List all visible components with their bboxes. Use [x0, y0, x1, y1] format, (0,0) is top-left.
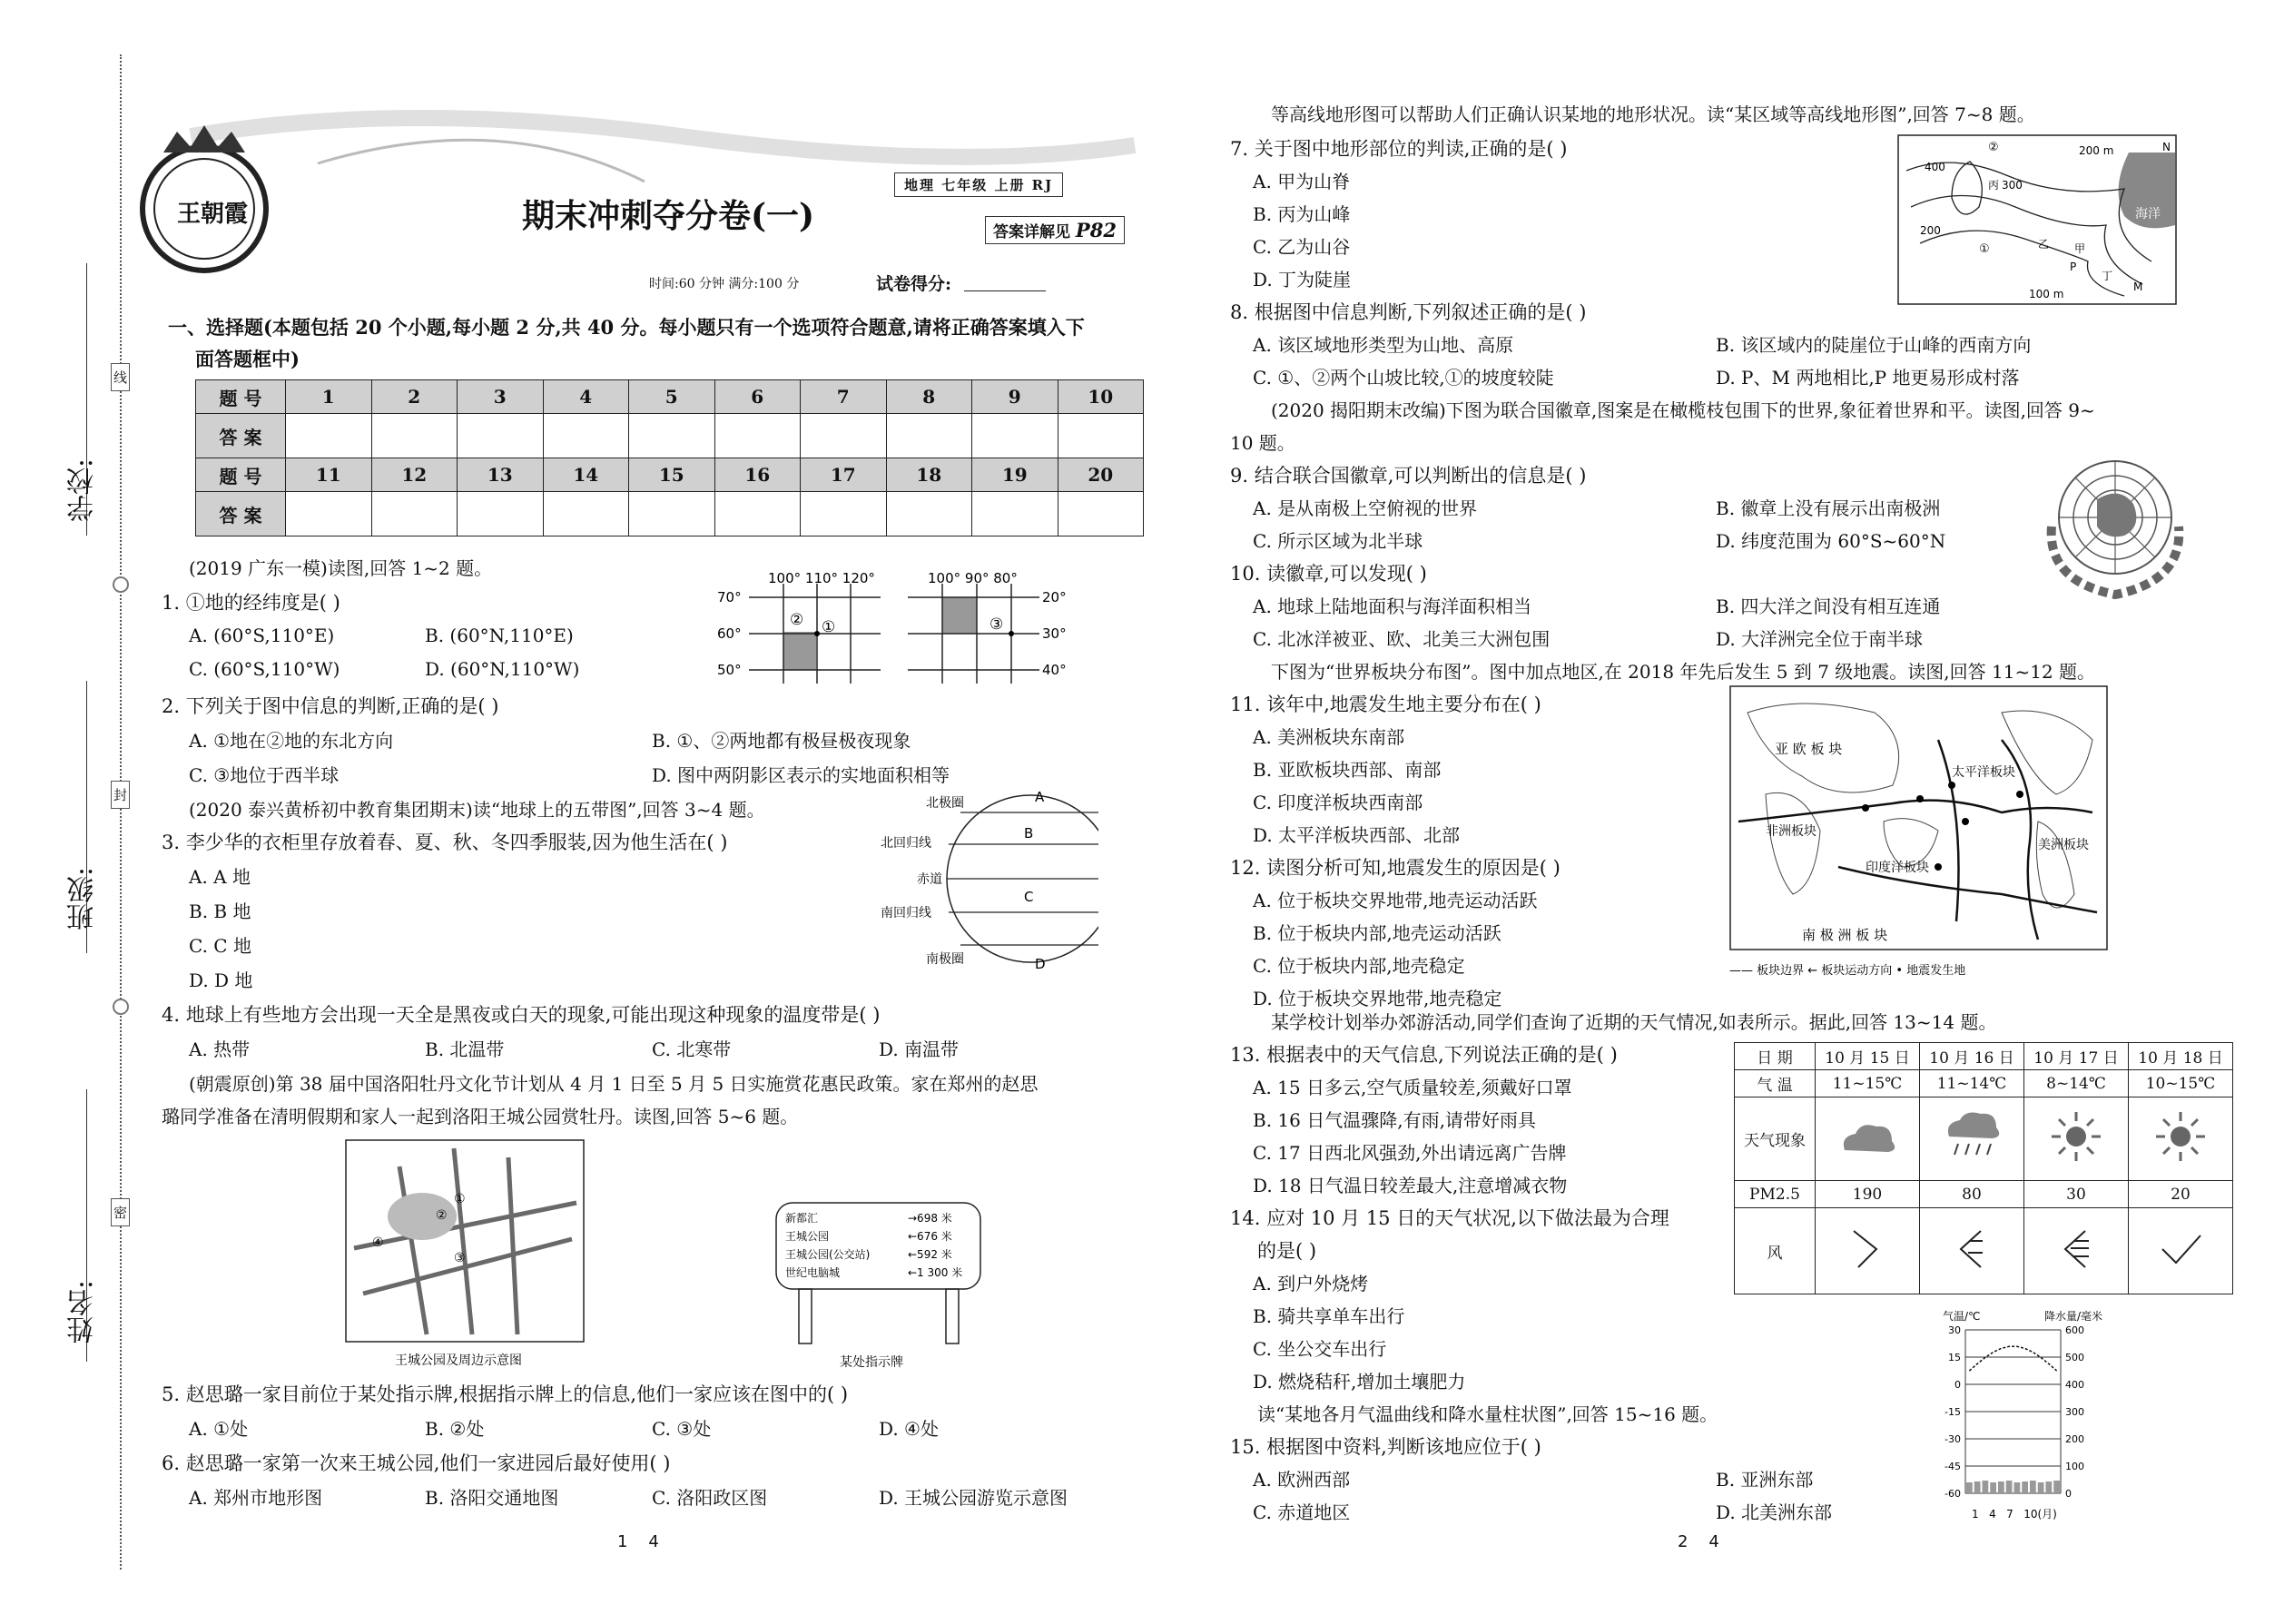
intro-9-10-cont: 10 题。 — [1230, 432, 1295, 454]
q2-option-c[interactable]: C. ③地位于西半球 — [189, 764, 340, 786]
answer-cell[interactable] — [886, 414, 972, 458]
q14-option-b[interactable]: B. 骑共享单车出行 — [1253, 1305, 1405, 1327]
temperature-line — [1969, 1346, 2056, 1371]
page-title: 期末冲刺夺分卷(一) — [522, 197, 815, 235]
answer-note-text: 答案详解见 — [993, 223, 1070, 241]
wx-date: 10 月 17 日 — [2024, 1043, 2129, 1070]
contour-map — [1897, 134, 2179, 307]
wind-symbol-icon — [2024, 1208, 2129, 1294]
q2-option-d[interactable]: D. 图中两阴影区表示的实地面积相等 — [652, 764, 950, 786]
wx-pm25: 190 — [1816, 1181, 1920, 1208]
intro-13-14: 某学校计划举办郊游活动,同学们查询了近期的天气情况,如表所示。据此,回答 13~14 题。 — [1271, 1011, 1997, 1033]
answer-cell[interactable] — [801, 492, 887, 536]
wx-date: 10 月 16 日 — [1920, 1043, 2024, 1070]
q5-option-c[interactable]: C. ③处 — [652, 1418, 712, 1440]
intro-5-6-cont: 璐同学准备在清明假期和家人一起到洛阳王城公园赏牡丹。读图,回答 5~6 题。 — [162, 1106, 799, 1127]
question-number: 11 — [286, 458, 372, 492]
q2-option-b[interactable]: B. ①、②两地都有极昼极夜现象 — [652, 730, 911, 752]
q15-option-b[interactable]: B. 亚洲东部 — [1716, 1469, 1814, 1491]
climate-tick-left: 0 — [1954, 1379, 1961, 1391]
contour-300: 300 — [2002, 179, 2023, 192]
label-no: 题 号 — [196, 380, 286, 414]
q4-option-a[interactable]: A. 热带 — [189, 1038, 251, 1060]
answer-cell[interactable] — [371, 414, 458, 458]
q15-option-d[interactable]: D. 北美洲东部 — [1716, 1501, 1833, 1523]
sign-dest-2: 王城公园 — [785, 1230, 830, 1243]
question-number: 20 — [1058, 458, 1144, 492]
grid2-lat-20: 20° — [1042, 589, 1067, 605]
precip-bar — [2006, 1481, 2013, 1493]
section-heading: 一、选择题(本题包括 20 个小题,每小题 2 分,共 40 分。每小题只有一个选项符合题意,请将正确答案填入下 — [168, 316, 1085, 339]
contour-400: 400 — [1925, 161, 1945, 173]
answer-cell[interactable] — [714, 414, 801, 458]
seal-mark-3: 密 — [111, 1198, 130, 1226]
wx-pm-label: PM2.5 — [1735, 1181, 1816, 1208]
q12-stem: 12. 读图分析可知,地震发生的原因是( ) — [1230, 857, 1561, 879]
label-south-polar-circle: 南极圈 — [926, 952, 964, 967]
climate-ylabel-left: 气温/℃ — [1943, 1310, 1981, 1323]
score-blank[interactable] — [964, 290, 1046, 291]
climate-tick-left: -30 — [1944, 1433, 1961, 1445]
seal-mark-1: 线 — [111, 363, 130, 391]
map-marker-1: ① — [454, 1192, 466, 1206]
question-number: 4 — [543, 380, 629, 414]
answer-cell[interactable] — [1058, 492, 1144, 536]
climate-tick-left: -45 — [1944, 1461, 1961, 1472]
q3-option-a[interactable]: A. A 地 — [189, 866, 251, 888]
grid1-lat-50: 50° — [717, 662, 742, 678]
climate-tick-right: 500 — [2065, 1352, 2084, 1363]
time-info: 时间:60 分钟 满分:100 分 — [649, 277, 800, 291]
grid1-marker-2: ② — [790, 611, 804, 629]
q14-option-c[interactable]: C. 坐公交车出行 — [1253, 1338, 1387, 1360]
grid1-lat-60: 60° — [717, 625, 742, 642]
q6-option-c[interactable]: C. 洛阳政区图 — [652, 1487, 768, 1509]
wind-symbol-icon — [1920, 1208, 2024, 1294]
sign-dist-3: ←592 米 — [908, 1248, 952, 1261]
grid1-top-labels: 100° 110° 120° — [768, 570, 875, 586]
q10-option-d[interactable]: D. 大洋洲完全位于南半球 — [1716, 628, 1924, 650]
sign-dist-2: ←676 米 — [908, 1230, 952, 1243]
label-north-polar-circle: 北极圈 — [926, 796, 964, 811]
grid2-lat-40: 40° — [1042, 662, 1067, 678]
q15-stem: 15. 根据图中资料,判断该地应位于( ) — [1230, 1436, 1541, 1458]
q6-option-a[interactable]: A. 郑州市地形图 — [189, 1487, 323, 1509]
grid-2 — [908, 570, 1067, 684]
answer-cell[interactable] — [972, 414, 1058, 458]
slope-2: ② — [1988, 141, 1999, 154]
answer-cell[interactable] — [458, 414, 544, 458]
climate-tick-right: 400 — [2065, 1379, 2084, 1391]
q10-option-b[interactable]: B. 四大洋之间没有相互连通 — [1716, 595, 1941, 617]
q10-option-c[interactable]: C. 北冰洋被亚、欧、北美三大洲包围 — [1253, 628, 1551, 650]
rain-icon — [1920, 1097, 2024, 1181]
precip-bar — [2014, 1482, 2021, 1493]
q7-option-a[interactable]: A. 甲为山脊 — [1253, 171, 1351, 192]
sign-dest-1: 新都汇 — [785, 1212, 819, 1225]
precip-bar — [1966, 1482, 1973, 1493]
label-ding: 丁 — [2102, 270, 2113, 282]
grid1-marker-1: ① — [822, 618, 836, 636]
question-number: 12 — [371, 458, 458, 492]
sign-dist-1: →698 米 — [908, 1212, 952, 1225]
label-sea: 海洋 — [2135, 207, 2161, 221]
precip-bar — [2030, 1481, 2036, 1493]
q4-stem: 4. 地球上有些地方会出现一天全是黑夜或白天的现象,可能出现这种现象的温度带是( ) — [162, 1004, 881, 1026]
point-m: M — [2133, 281, 2143, 293]
map-caption: 王城公园及周边示意图 — [395, 1353, 522, 1368]
answer-cell[interactable] — [886, 492, 972, 536]
score-label: 试卷得分: — [876, 274, 952, 294]
q12-option-b[interactable]: B. 位于板块内部,地壳运动活跃 — [1253, 922, 1501, 944]
plate-indian: 印度洋板块 — [1866, 861, 1929, 875]
label-tropic-capricorn: 南回归线 — [881, 906, 931, 920]
climate-tick-right: 300 — [2065, 1406, 2084, 1418]
q6-option-b[interactable]: B. 洛阳交通地图 — [425, 1487, 559, 1509]
q1-option-a[interactable]: A. (60°S,110°E) — [189, 625, 335, 646]
q14-stem: 14. 应对 10 月 15 日的天气状况,以下做法最为合理 — [1230, 1207, 1669, 1229]
wx-wind-label: 风 — [1735, 1208, 1816, 1294]
q4-option-b[interactable]: B. 北温带 — [425, 1038, 505, 1060]
q6-stem: 6. 赵思璐一家第一次来王城公园,他们一家进园后最好使用( ) — [162, 1452, 671, 1474]
q8-stem: 8. 根据图中信息判断,下列叙述正确的是( ) — [1230, 301, 1587, 323]
contour-100m: 100 m — [2029, 288, 2064, 300]
q13-option-a[interactable]: A. 15 日多云,空气质量较差,须戴好口罩 — [1253, 1077, 1572, 1098]
contour-200m: 200 m — [2079, 144, 2114, 157]
question-number: 2 — [371, 380, 458, 414]
wx-phenomenon-label: 天气现象 — [1735, 1097, 1816, 1181]
q11-option-a[interactable]: A. 美洲板块东南部 — [1253, 726, 1405, 748]
answer-cell[interactable] — [286, 414, 372, 458]
sunny-icon — [2024, 1097, 2129, 1181]
grid1-lat-70: 70° — [717, 589, 742, 605]
climate-tick-right: 200 — [2065, 1433, 2084, 1445]
plate-pacific: 太平洋板块 — [1952, 765, 2015, 780]
q1-option-b[interactable]: B. (60°N,110°E) — [425, 625, 574, 646]
q2-stem: 2. 下列关于图中信息的判断,正确的是( ) — [162, 695, 499, 717]
class-label: 班级: — [67, 867, 99, 931]
answer-cell[interactable] — [1058, 414, 1144, 458]
intro-3-4: (2020 泰兴黄桥初中教育集团期末)读“地球上的五带图”,回答 3~4 题。 — [189, 799, 765, 821]
label-yi: 乙 — [2038, 238, 2050, 251]
grid-1 — [717, 570, 881, 684]
answer-cell[interactable] — [371, 492, 458, 536]
q11-option-c[interactable]: C. 印度洋板块西南部 — [1253, 792, 1423, 813]
q5-option-b[interactable]: B. ②处 — [425, 1418, 485, 1440]
precip-bar — [1974, 1481, 1981, 1493]
q4-option-c[interactable]: C. 北寒带 — [652, 1038, 732, 1060]
climate-ylabel-right: 降水量/毫米 — [2044, 1310, 2103, 1323]
un-emblem — [2033, 445, 2197, 599]
wx-date-label: 日 期 — [1735, 1043, 1816, 1070]
question-number: 10 — [1058, 380, 1144, 414]
map-marker-3: ③ — [454, 1251, 466, 1265]
wind-symbol-icon — [1816, 1208, 1920, 1294]
seal-mark-2: 封 — [111, 781, 130, 809]
answer-cell[interactable] — [458, 492, 544, 536]
q9-option-c[interactable]: C. 所示区域为北半球 — [1253, 530, 1423, 552]
school-label: 学校: — [67, 458, 99, 523]
map-marker-4: ④ — [372, 1235, 384, 1250]
answer-cell[interactable] — [972, 492, 1058, 536]
precip-bar — [1998, 1481, 2004, 1493]
q8-option-a[interactable]: A. 该区域地形类型为山地、高原 — [1253, 334, 1514, 356]
q9-stem: 9. 结合联合国徽章,可以判断出的信息是( ) — [1230, 465, 1587, 487]
q7-option-d[interactable]: D. 丁为陡崖 — [1253, 269, 1352, 290]
question-number: 5 — [629, 380, 715, 414]
brand-logo: 王朝霞 — [177, 201, 249, 228]
binding-hole-icon — [113, 999, 129, 1015]
q12-option-a[interactable]: A. 位于板块交界地带,地壳运动活跃 — [1253, 890, 1538, 911]
name-label: 姓名: — [67, 1280, 99, 1344]
question-number: 18 — [886, 458, 972, 492]
wx-pm25: 30 — [2024, 1181, 2129, 1208]
label-equator: 赤道 — [917, 872, 942, 887]
page-number-right: 2 4 — [1678, 1532, 1719, 1551]
question-number: 9 — [972, 380, 1058, 414]
q4-option-d[interactable]: D. 南温带 — [879, 1038, 960, 1060]
contour-200: 200 — [1920, 224, 1941, 237]
grid2-top-labels: 100° 90° 80° — [928, 570, 1018, 586]
question-number: 15 — [629, 458, 715, 492]
question-number: 1 — [286, 380, 372, 414]
climate-chart — [1925, 1307, 2142, 1525]
question-number: 6 — [714, 380, 801, 414]
answer-cell[interactable] — [543, 492, 629, 536]
question-number: 19 — [972, 458, 1058, 492]
q15-option-c[interactable]: C. 赤道地区 — [1253, 1501, 1351, 1523]
grid2-lat-30: 30° — [1042, 625, 1067, 642]
direction-sign — [772, 1198, 989, 1375]
q12-option-c[interactable]: C. 位于板块内部,地壳稳定 — [1253, 955, 1465, 977]
intro-7-8: 等高线地形图可以帮助人们正确认识某地的地形状况。读“某区域等高线地形图”,回答 7~8 题。 — [1271, 103, 2035, 125]
label-no: 题 号 — [196, 458, 286, 492]
q9-option-a[interactable]: A. 是从南极上空俯视的世界 — [1253, 497, 1478, 519]
wind-symbol-icon — [2129, 1208, 2233, 1294]
q7-option-b[interactable]: B. 丙为山峰 — [1253, 203, 1351, 225]
intro-5-6: (朝震原创)第 38 届中国洛阳牡丹文化节计划从 4 月 1 日至 5 月 5 日实施赏花惠民政策。家在郑州的赵思 — [189, 1073, 1039, 1095]
five-zones-diagram — [881, 785, 1098, 971]
q9-option-b[interactable]: B. 徽章上没有展示出南极洲 — [1716, 497, 1941, 519]
q3-stem: 3. 李少华的衣柜里存放着春、夏、秋、冬四季服装,因为他生活在( ) — [162, 832, 728, 853]
q14-option-d[interactable]: D. 燃烧秸秆,增加土壤肥力 — [1253, 1371, 1466, 1393]
q5-option-a[interactable]: A. ①处 — [189, 1418, 249, 1440]
climate-tick-right: 0 — [2065, 1488, 2072, 1500]
wx-temp: 10~15℃ — [2129, 1070, 2233, 1097]
park-map — [345, 1139, 586, 1371]
sign-dist-4: ←1 300 米 — [908, 1266, 963, 1279]
intro-11-12: 下图为“世界板块分布图”。图中加点地区,在 2018 年先后发生 5 到 7 级地震。读图,回答 11~12 题。 — [1271, 661, 2096, 683]
slope-1: ① — [1979, 242, 1990, 256]
north-arrow: N — [2162, 141, 2171, 153]
q13-option-c[interactable]: C. 17 日西北风强劲,外出请远离广告牌 — [1253, 1142, 1567, 1164]
wx-temp: 8~14℃ — [2024, 1070, 2129, 1097]
climate-tick-right: 600 — [2065, 1324, 2084, 1336]
q14-option-a[interactable]: A. 到户外烧烤 — [1253, 1273, 1369, 1294]
q7-stem: 7. 关于图中地形部位的判读,正确的是( ) — [1230, 138, 1568, 160]
meta-line: 地理 七年级 上册 RJ — [894, 172, 1063, 197]
label-bing: 丙 — [1988, 179, 2000, 192]
question-number: 8 — [886, 380, 972, 414]
map-legend: —— 板块边界 ← 板块运动方向 • 地震发生地 — [1729, 964, 1966, 978]
cloudy-icon — [1816, 1097, 1920, 1181]
plate-america: 美洲板块 — [2038, 838, 2089, 852]
point-p: P — [2070, 261, 2077, 273]
q8-option-b[interactable]: B. 该区域内的陡崖位于山峰的西南方向 — [1716, 334, 2032, 356]
zone-a: A — [1035, 789, 1045, 805]
zone-d: D — [1035, 956, 1046, 971]
question-number: 14 — [543, 458, 629, 492]
sign-dest-3: 王城公园(公交站) — [785, 1248, 871, 1261]
intro-9-10: (2020 揭阳期末改编)下图为联合国徽章,图案是在橄榄枝包围下的世界,象征着世界和平。读图,回答 9~ — [1271, 399, 2095, 421]
q3-option-d[interactable]: D. D 地 — [189, 969, 253, 991]
grid2-marker-3: ③ — [989, 615, 1004, 634]
answer-note — [985, 216, 1125, 244]
binding-hole-icon — [113, 576, 129, 593]
intro-15-16: 读“某地各月气温曲线和降水量柱状图”,回答 15~16 题。 — [1257, 1403, 1718, 1425]
wx-temp: 11~14℃ — [1920, 1070, 2024, 1097]
answer-cell[interactable] — [543, 414, 629, 458]
q10-stem: 10. 读徽章,可以发现( ) — [1230, 563, 1427, 585]
climate-xticks: 1 4 7 10(月) — [1972, 1508, 2057, 1521]
latlong-grids — [717, 570, 1135, 697]
wx-temp: 11~15℃ — [1816, 1070, 1920, 1097]
precip-bar — [2053, 1481, 2060, 1493]
climate-tick-left: -60 — [1944, 1488, 1961, 1500]
q9-option-d[interactable]: D. 纬度范围为 60°S~60°N — [1716, 530, 1946, 552]
q13-option-d[interactable]: D. 18 日气温日较差最大,注意增减衣物 — [1253, 1175, 1568, 1196]
sign-dest-4: 世纪电脑城 — [785, 1266, 841, 1279]
q12-option-d[interactable]: D. 位于板块交界地带,地壳稳定 — [1253, 988, 1502, 1009]
precip-bar — [2022, 1481, 2028, 1493]
climate-tick-right: 100 — [2065, 1461, 2084, 1472]
wx-pm25: 20 — [2129, 1181, 2233, 1208]
q11-option-d[interactable]: D. 太平洋板块西部、北部 — [1253, 824, 1461, 846]
q1-stem: 1. ①地的经纬度是( ) — [162, 592, 340, 614]
answer-table — [195, 379, 1144, 536]
answer-cell[interactable] — [629, 492, 715, 536]
section-heading-cont: 面答题框中) — [195, 348, 300, 370]
q3-option-b[interactable]: B. B 地 — [189, 901, 251, 922]
answer-page: P82 — [1075, 219, 1117, 241]
q1-option-d[interactable]: D. (60°N,110°W) — [425, 658, 580, 680]
sunny-icon — [2129, 1097, 2233, 1181]
plate-eurasia: 亚 欧 板 块 — [1775, 741, 1843, 757]
question-number: 7 — [801, 380, 887, 414]
wx-date: 10 月 18 日 — [2129, 1043, 2233, 1070]
wx-pm25: 80 — [1920, 1181, 2024, 1208]
label-tropic-cancer: 北回归线 — [881, 836, 931, 851]
q1-option-c[interactable]: C. (60°S,110°W) — [189, 658, 340, 680]
q11-option-b[interactable]: B. 亚欧板块西部、南部 — [1253, 759, 1442, 781]
answer-cell[interactable] — [714, 492, 801, 536]
question-number: 13 — [458, 458, 544, 492]
question-number: 16 — [714, 458, 801, 492]
precip-bar — [2038, 1482, 2044, 1493]
climate-tick-left: 30 — [1948, 1324, 1961, 1336]
climate-tick-left: 15 — [1948, 1352, 1961, 1363]
question-number: 17 — [801, 458, 887, 492]
answer-cell[interactable] — [801, 414, 887, 458]
zone-b: B — [1024, 825, 1034, 842]
label-ans: 答 案 — [196, 492, 286, 536]
wx-date: 10 月 15 日 — [1816, 1043, 1920, 1070]
sign-caption: 某处指示牌 — [840, 1355, 903, 1370]
climate-tick-left: -15 — [1944, 1406, 1961, 1418]
q15-option-a[interactable]: A. 欧洲西部 — [1253, 1469, 1351, 1491]
map-marker-2: ② — [436, 1208, 448, 1223]
plate-antarctic: 南 极 洲 板 块 — [1802, 927, 1888, 943]
intro-1-2: (2019 广东一模)读图,回答 1~2 题。 — [189, 557, 493, 579]
q2-option-a[interactable]: A. ①地在②地的东北方向 — [189, 730, 394, 752]
answer-cell[interactable] — [286, 492, 372, 536]
wx-temp-label: 气 温 — [1735, 1070, 1816, 1097]
q10-option-a[interactable]: A. 地球上陆地面积与海洋面积相当 — [1253, 595, 1532, 617]
q8-option-d[interactable]: D. P、M 两地相比,P 地更易形成村落 — [1716, 367, 2020, 389]
q11-stem: 11. 该年中,地震发生地主要分布在( ) — [1230, 694, 1541, 715]
binding-dotted-line — [120, 54, 122, 1570]
precip-bar — [2046, 1481, 2053, 1493]
q6-option-d[interactable]: D. 王城公园游览示意图 — [879, 1487, 1068, 1509]
q5-option-d[interactable]: D. ④处 — [879, 1418, 939, 1440]
answer-cell[interactable] — [629, 414, 715, 458]
q13-stem: 13. 根据表中的天气信息,下列说法正确的是( ) — [1230, 1044, 1618, 1066]
precip-bar — [1990, 1482, 1996, 1493]
weather-table — [1734, 1042, 2233, 1294]
q7-option-c[interactable]: C. 乙为山谷 — [1253, 236, 1351, 258]
label-jia: 甲 — [2074, 242, 2086, 255]
precip-bar — [1983, 1481, 1989, 1493]
page-number-left: 1 4 — [617, 1532, 659, 1551]
q3-option-c[interactable]: C. C 地 — [189, 935, 251, 957]
q5-stem: 5. 赵思璐一家目前位于某处指示牌,根据指示牌上的信息,他们一家应该在图中的( ) — [162, 1383, 849, 1405]
label-ans: 答 案 — [196, 414, 286, 458]
plate-africa: 非洲板块 — [1766, 824, 1816, 839]
zone-c: C — [1024, 889, 1034, 905]
q13-option-b[interactable]: B. 16 日气温骤降,有雨,请带好雨具 — [1253, 1109, 1536, 1131]
q8-option-c[interactable]: C. ①、②两个山坡比较,①的坡度较陡 — [1253, 367, 1554, 389]
q14-stem-cont: 的是( ) — [1257, 1240, 1317, 1262]
world-plates-map — [1729, 685, 2111, 985]
question-number: 3 — [458, 380, 544, 414]
